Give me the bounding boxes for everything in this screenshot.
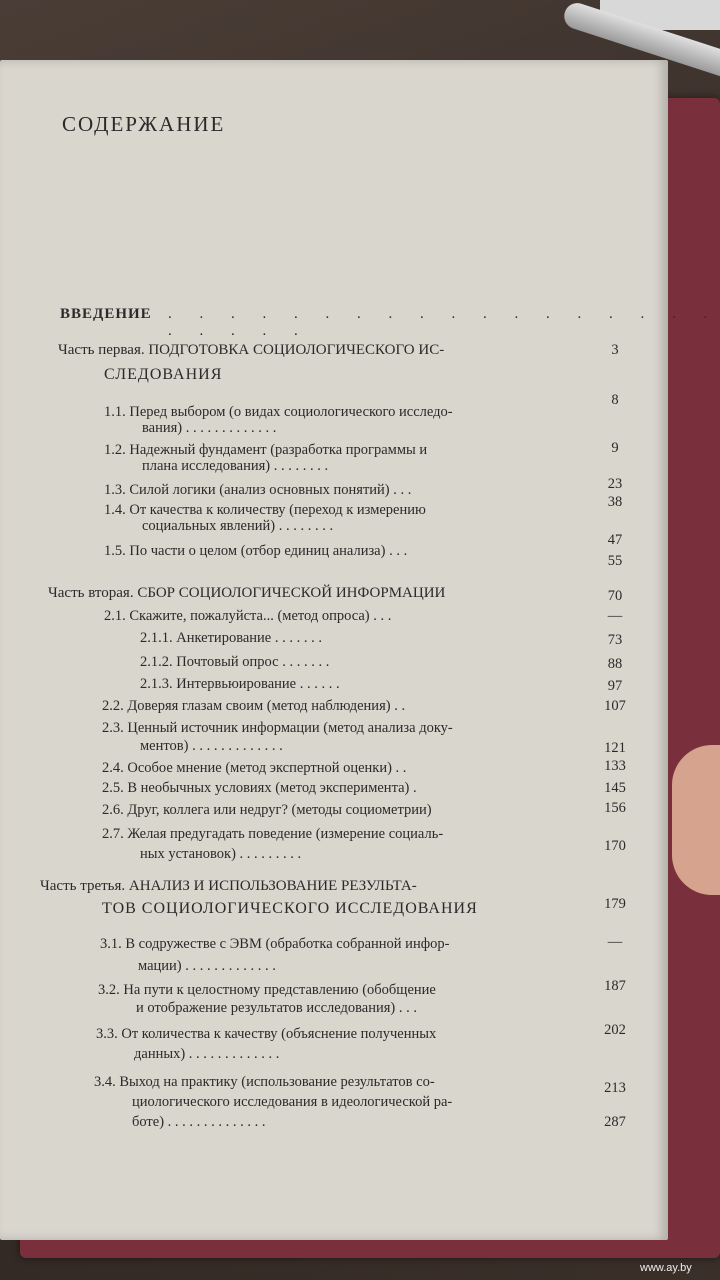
toc-line: Часть вторая. СБОР СОЦИОЛОГИЧЕСКОЙ ИНФОРМАЦИИ bbox=[48, 585, 446, 601]
toc-line: вания) . . . . . . . . . . . . . bbox=[142, 420, 277, 436]
toc-line: 3.1. В содружестве с ЭВМ (обработка собранной инфор- bbox=[100, 936, 450, 952]
toc-page: 107 bbox=[604, 698, 626, 714]
toc-page: 8 bbox=[611, 392, 619, 408]
toc-line: 2.1.2. Почтовый опрос . . . . . . . bbox=[140, 654, 330, 670]
intro-label: ВВЕДЕНИЕ bbox=[60, 306, 152, 322]
toc-line: ментов) . . . . . . . . . . . . . bbox=[140, 738, 283, 754]
toc-line: 2.1.1. Анкетирование . . . . . . . bbox=[140, 630, 322, 646]
toc-line: 1.5. По части о целом (отбор единиц анализа) . . . bbox=[104, 543, 408, 559]
toc-line: 3.2. На пути к целостному представлению (обобщение bbox=[98, 982, 436, 998]
toc-line: 2.3. Ценный источник информации (метод анализа доку- bbox=[102, 720, 453, 736]
toc-page: 38 bbox=[607, 494, 623, 510]
toc-line: 2.5. В необычных условиях (метод эксперимента) . bbox=[102, 780, 417, 796]
toc-page: 23 bbox=[607, 476, 623, 492]
toc-page: 145 bbox=[604, 780, 626, 796]
toc-page: 187 bbox=[604, 978, 626, 994]
toc-line: плана исследования) . . . . . . . . bbox=[142, 458, 329, 474]
toc-page: 73 bbox=[607, 632, 623, 648]
toc-line: Часть первая. ПОДГОТОВКА СОЦИОЛОГИЧЕСКОГО ИС- bbox=[58, 342, 445, 358]
toc-line: 1.2. Надежный фундамент (разработка программы и bbox=[104, 442, 428, 458]
toc-line: 2.7. Желая предугадать поведение (измерение социаль- bbox=[102, 826, 444, 842]
toc-page: 213 bbox=[604, 1080, 626, 1096]
toc-line: Часть третья. АНАЛИЗ И ИСПОЛЬЗОВАНИЕ РЕЗУЛЬТА- bbox=[40, 878, 417, 894]
toc-line: 3.4. Выход на практику (использование результатов со- bbox=[94, 1074, 435, 1090]
toc-page: 133 bbox=[604, 758, 626, 774]
toc-line: и отображение результатов исследования) . . . bbox=[136, 1000, 417, 1016]
toc-line: данных) . . . . . . . . . . . . . bbox=[134, 1046, 280, 1062]
toc-page: 88 bbox=[607, 656, 623, 672]
intro-dots: . . . . . . . . . . . . . . . . . . . . . . . bbox=[168, 306, 720, 339]
toc-page: 9 bbox=[611, 440, 619, 456]
book-page bbox=[0, 60, 668, 1240]
toc-page: 97 bbox=[607, 678, 623, 694]
toc-line: 2.2. Доверяя глазам своим (метод наблюдения) . . bbox=[102, 698, 406, 714]
toc-line: социальных явлений) . . . . . . . . bbox=[142, 518, 334, 534]
toc-line: 2.1.3. Интервьюирование . . . . . . bbox=[140, 676, 340, 692]
toc-line: 1.4. От качества к количеству (переход к измерению bbox=[104, 502, 426, 518]
toc-page: 202 bbox=[604, 1022, 626, 1038]
toc-page: — bbox=[607, 934, 623, 950]
toc-page: 287 bbox=[604, 1114, 626, 1130]
toc-page: 55 bbox=[607, 553, 623, 569]
toc-page: 179 bbox=[604, 896, 626, 912]
toc-line: 2.6. Друг, коллега или недруг? (методы социометрии) bbox=[102, 802, 432, 818]
toc-line: ТОВ СОЦИОЛОГИЧЕСКОГО ИССЛЕДОВАНИЯ bbox=[102, 900, 478, 917]
toc-line: ных установок) . . . . . . . . . bbox=[140, 846, 302, 862]
toc-page: 156 bbox=[604, 800, 626, 816]
toc-line: боте) . . . . . . . . . . . . . . bbox=[132, 1114, 266, 1130]
toc-line: 2.4. Особое мнение (метод экспертной оценки) . . bbox=[102, 760, 407, 776]
toc-page: 121 bbox=[604, 740, 626, 756]
toc-line: 1.1. Перед выбором (о видах социологического исследо- bbox=[104, 404, 453, 420]
toc-line: мации) . . . . . . . . . . . . . bbox=[138, 958, 276, 974]
toc-page: 3 bbox=[611, 342, 619, 358]
toc-page: 170 bbox=[604, 838, 626, 854]
watermark: www.ay.by bbox=[640, 1262, 692, 1274]
page-title: СОДЕРЖАНИЕ bbox=[62, 112, 226, 136]
toc-line: 1.3. Силой логики (анализ основных понятий) . . . bbox=[104, 482, 412, 498]
toc-page: 47 bbox=[607, 532, 623, 548]
finger bbox=[672, 745, 720, 895]
toc-line: СЛЕДОВАНИЯ bbox=[104, 366, 223, 383]
toc-line: 2.1. Скажите, пожалуйста... (метод опроса) . . . bbox=[104, 608, 392, 624]
toc-line: 3.3. От количества к качеству (объяснение полученных bbox=[96, 1026, 437, 1042]
toc-page: 70 bbox=[607, 588, 623, 604]
toc-line: циологического исследования в идеологической ра- bbox=[132, 1094, 453, 1110]
toc-page: — bbox=[607, 608, 623, 624]
